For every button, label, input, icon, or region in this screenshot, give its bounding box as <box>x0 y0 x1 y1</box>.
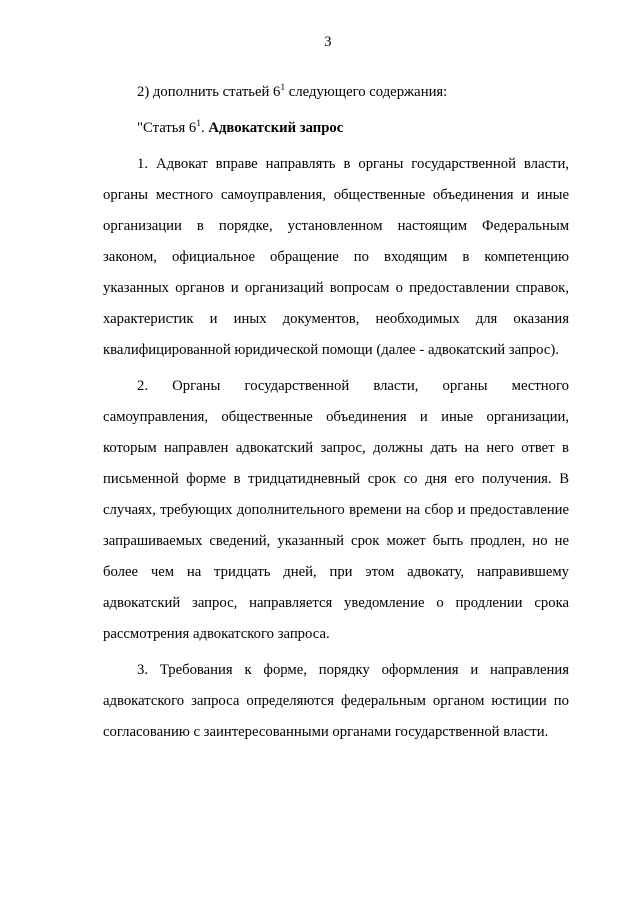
document-body <box>103 77 569 748</box>
text-run: "Статья 6 <box>137 120 197 136</box>
text-run: 3. Требования к форме, порядку оформления и направления адвокатского запроса определяются федеральным органом юстиции по согласованию с заинтересованными органами государственной власти. <box>103 662 569 740</box>
paragraph-clause-2 <box>103 371 569 650</box>
superscript-marker: 1 <box>196 118 202 130</box>
paragraph-intro <box>103 77 569 108</box>
article-title: Адвокатский запрос <box>208 120 344 136</box>
superscript-marker: 1 <box>280 82 286 94</box>
text-run: 1. Адвокат вправе направлять в органы государственной власти, органы местного самоуправления, общественные объединения и иные организации в порядке, установленном настоящим Федеральным законом, официальное обращение по входящим в компетенцию указанных органов и организаций вопросам о предоставлении справок, характеристик и иных документов, необходимых для оказания квалифицированной юридической помощи (далее - адвокатский запрос). <box>103 156 569 358</box>
paragraph-clause-1 <box>103 149 569 366</box>
paragraph-article-heading <box>103 113 569 144</box>
text-run: следующего содержания: <box>285 84 448 100</box>
paragraph-clause-3 <box>103 655 569 748</box>
page-number: 3 <box>324 34 332 50</box>
text-run: . <box>201 120 209 136</box>
text-run: 2. Органы государственной власти, органы местного самоуправления, общественные объединения и иные организации, которым направлен адвокатский запрос, должны дать на него ответ в письменной форме в тридцатидневный срок со дня его получения. В случаях, требующих дополнительного времени на сбор и предоставление запрашиваемых сведений, указанный срок может быть продлен, но не более чем на тридцать дней, при этом адвокату, направившему адвокатский запрос, направляется уведомление о продлении срока рассмотрения адвокатского запроса. <box>103 378 569 642</box>
text-run: 2) дополнить статьей 6 <box>137 84 281 100</box>
